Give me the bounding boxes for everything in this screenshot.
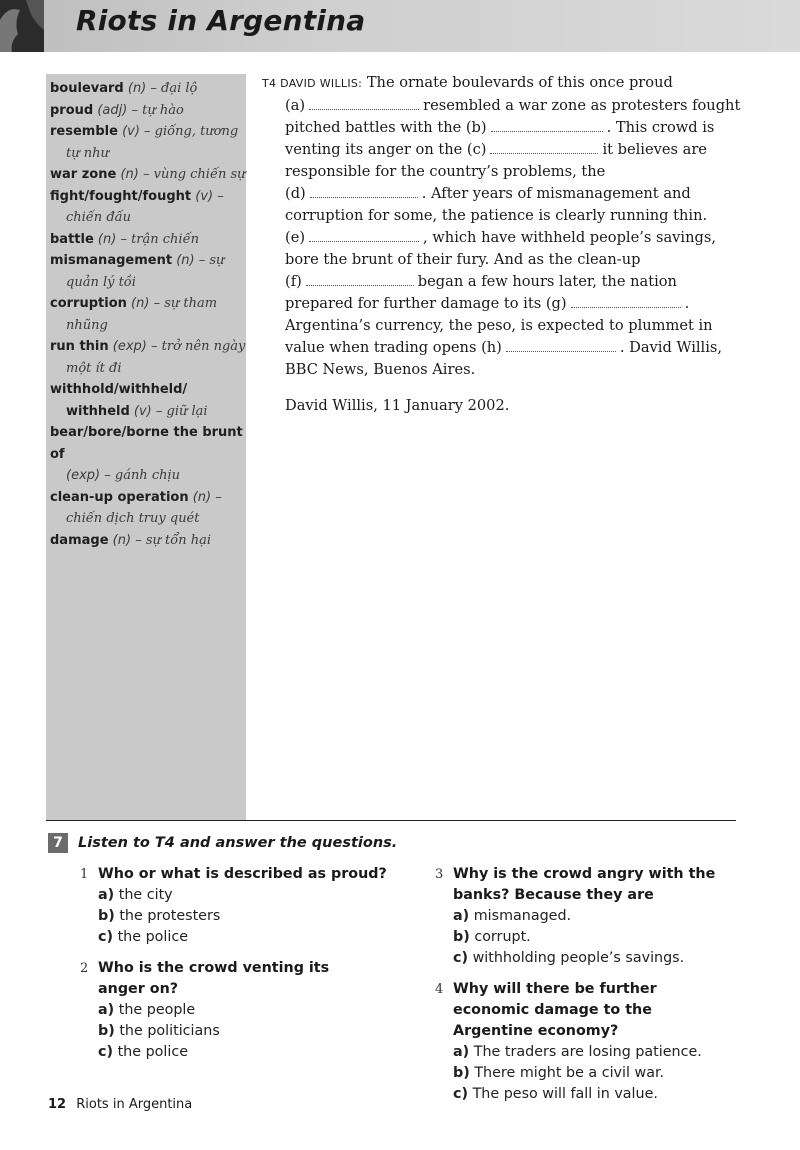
answer-option: a) the people [98,1002,196,1018]
track-tag: T4 DAVID WILLIS: [262,77,363,90]
blank-d [310,188,418,198]
glossary-item: resemble (v) – giống, tương tự như [50,124,239,161]
glossary-item: bear/bore/borne the brunt of (exp) – gánh chịu [50,425,243,483]
protest-photo-icon [0,0,44,52]
header-photo [0,0,44,52]
transcript-line: (e) , which have withheld people’s savings, [285,229,716,246]
question-text: Who is the crowd venting its anger on? [98,960,330,997]
transcript-line: venting its anger on the (c) it believes are [285,141,707,158]
glossary-item: run thin (exp) – trở nên ngày một ít đi [50,339,246,376]
exercise-number: 7 [48,833,68,853]
transcript-dateline: David Willis, 11 January 2002. [285,397,510,414]
page-title: Riots in Argentina [76,4,366,37]
transcript-line: bore the brunt of their fury. And as the clean-up [285,251,641,268]
transcript-line: (f) began a few hours later, the nation [285,273,677,290]
question-4: 4 Why will there be further economic damage to the Argentine economy? a) The traders are losing patience. b) There might be a civil war. c) The peso will fall in value. [435,979,735,1105]
transcript-line: prepared for further damage to its (g) . [285,295,690,312]
glossary-item: withhold/withheld/ withheld (v) – giữ lại [50,382,208,419]
transcript-line: corruption for some, the patience is clearly running thin. [285,207,708,224]
section-divider [46,820,736,821]
transcript-line: (a) resembled a war zone as protesters fought [285,97,741,114]
question-text: Why is the crowd angry with the banks? Because they are [453,866,716,903]
answer-option: a) the city [98,887,173,903]
answer-option: c) the police [98,1044,188,1060]
transcript [262,72,742,414]
transcript-line: BBC News, Buenos Aires. [285,361,476,378]
transcript-line: (d) . After years of mismanagement and [285,185,691,202]
answer-option: b) the politicians [98,1023,220,1039]
glossary-item: proud (adj) – tự hào [50,102,184,118]
blank-c [490,144,598,154]
transcript-line: responsible for the country’s problems, the [285,163,606,180]
answer-option: c) withholding people’s savings. [453,950,685,966]
answer-option: b) There might be a civil war. [453,1065,665,1081]
blank-f [306,276,414,286]
question-text: Who or what is described as proud? [98,866,387,882]
questions-left-column [80,864,400,1073]
question-3: 3 Why is the crowd angry with the banks? Because they are a) mismanaged. b) corrupt. c) withholding people’s savings. [435,864,725,969]
transcript-line: Argentina’s currency, the peso, is expected to plummet in [285,317,713,334]
footer-title: Riots in Argentina [76,1097,193,1112]
answer-option: b) the protesters [98,908,221,924]
question-1: 1 Who or what is described as proud? a) the city b) the protesters c) the police [80,864,400,948]
glossary-item: fight/fought/fought (v) – chiến đấu [50,188,224,225]
glossary-item: battle (n) – trận chiến [50,231,199,247]
glossary-item: mismanagement (n) – sự quản lý tồi [50,253,225,290]
page-header [0,0,800,52]
transcript-line: pitched battles with the (b) . This crowd is [285,119,715,136]
answer-option: b) corrupt. [453,929,531,945]
glossary-item: boulevard (n) – đại lộ [50,81,198,96]
blank-g [571,298,681,308]
blank-b [491,122,603,132]
page-number: 12 [48,1097,67,1112]
transcript-line: T4 DAVID WILLIS: The ornate boulevards of this once proud [262,74,673,91]
glossary-item: clean-up operation (n) – chiến dịch truy quét [50,489,222,526]
answer-option: c) The peso will fall in value. [453,1086,658,1102]
question-2: 2 Who is the crowd venting its anger on? a) the people b) the politicians c) the police [80,958,370,1063]
blank-a [309,100,419,110]
exercise-instruction: Listen to T4 and answer the questions. [78,835,398,851]
exercise-heading [48,833,397,853]
glossary-item: damage (n) – sự tổn hại [50,532,211,548]
answer-option: a) The traders are losing patience. [453,1044,702,1060]
glossary-item: corruption (n) – sự tham nhũng [50,296,218,333]
answer-option: a) mismanaged. [453,908,572,924]
answer-option: c) the police [98,929,188,945]
page-footer [48,1097,192,1112]
blank-e [309,232,419,242]
glossary-item: war zone (n) – vùng chiến sự [50,167,246,182]
question-text: Why will there be further economic damage to the Argentine economy? [453,981,657,1039]
blank-h [506,342,616,352]
glossary-sidebar [46,74,246,820]
transcript-line: value when trading opens (h) . David Willis, [285,339,722,356]
questions-right-column [435,864,755,1115]
